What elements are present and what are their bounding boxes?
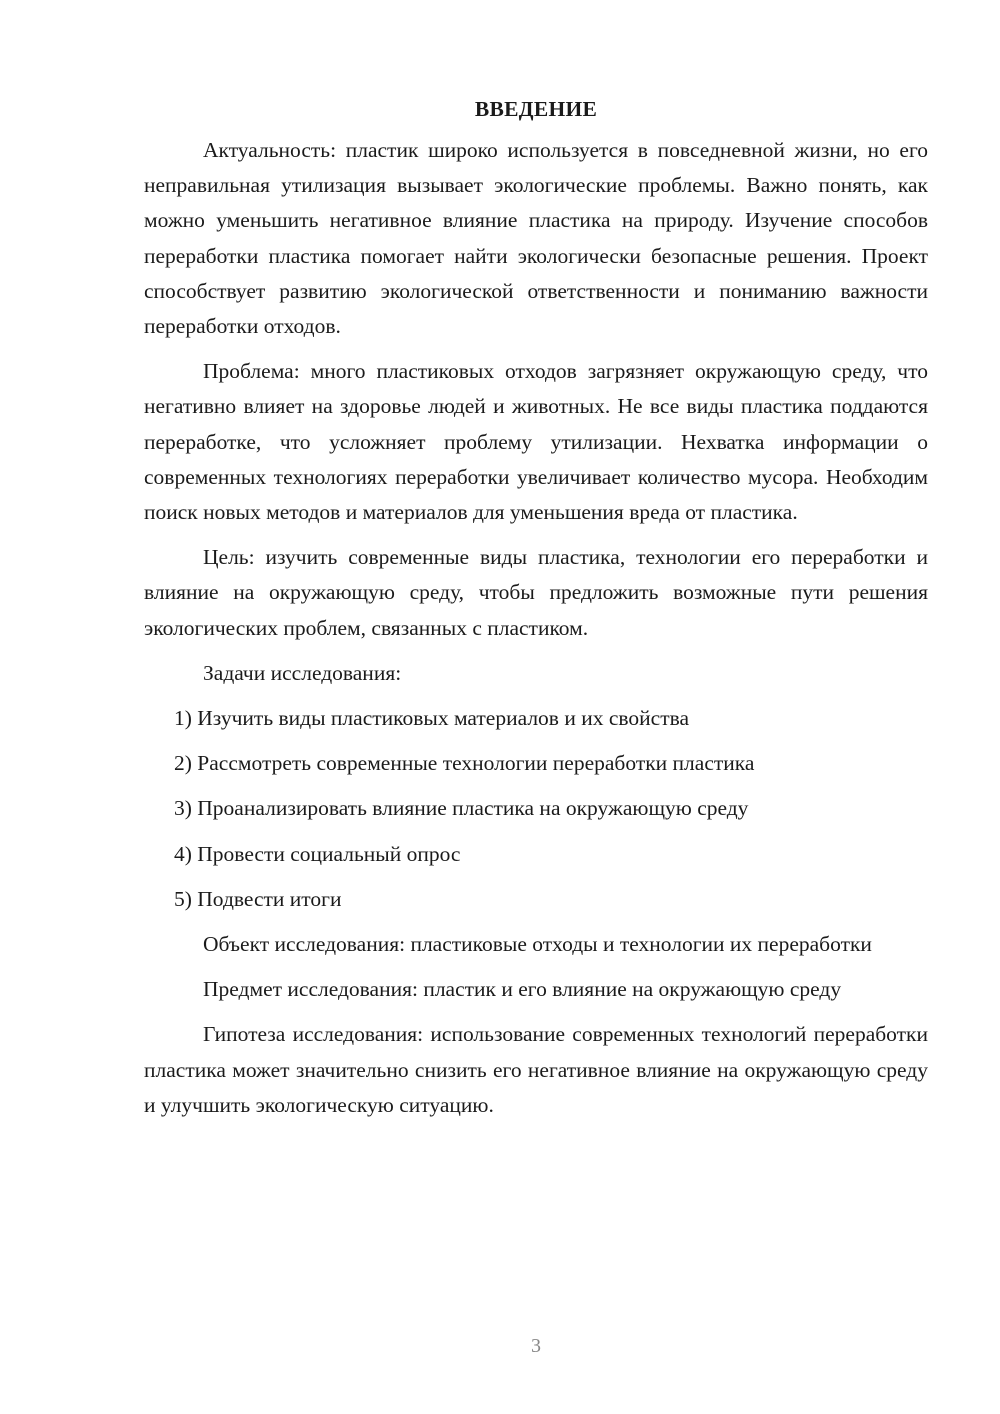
hypothesis-paragraph: Гипотеза исследования: использование современных технологий переработки пластика может значительно снизить его негативное влияние на окружающую среду и улучшить экологическую ситуацию. (144, 1022, 928, 1117)
problem-paragraph: Проблема: много пластиковых отходов загрязняет окружающую среду, что негативно влияет на здоровье людей и животных. Не все виды пластика поддаются переработке, что усложняет проблему утилизации. Нехватка информации о современных технологиях переработки увеличивает количество мусора. Необходим поиск новых методов и материалов для уменьшения вреда от пластика. (144, 359, 928, 525)
task-item: 5) Подвести итоги (174, 886, 342, 911)
page-number: 3 (531, 1335, 541, 1357)
object-paragraph: Объект исследования: пластиковые отходы и технологии их переработки (203, 932, 872, 957)
relevance-paragraph: Актуальность: пластик широко используется в повседневной жизни, но его неправильная утилизация вызывает экологические проблемы. Важно понять, как можно уменьшить негативное влияние пластика на природу. Изучение способов переработки пластика помогает найти экологически безопасные решения. Проект способствует развитию экологической ответственности и пониманию важности переработки отходов. (144, 138, 928, 339)
tasks-title: Задачи исследования: (203, 660, 402, 685)
task-item: 3) Проанализировать влияние пластика на окружающую среду (174, 796, 749, 821)
page-content (144, 92, 928, 1133)
task-item: 2) Рассмотреть современные технологии переработки пластика (174, 751, 755, 776)
section-heading: ВВЕДЕНИЕ (474, 97, 598, 121)
subject-paragraph: Предмет исследования: пластик и его влияние на окружающую среду (203, 977, 842, 1002)
tasks-list (144, 701, 928, 917)
goal-paragraph: Цель: изучить современные виды пластика, технологии его переработки и влияние на окружающую среду, чтобы предложить возможные пути решения экологических проблем, связанных с пластиком. (144, 545, 928, 640)
task-item: 1) Изучить виды пластиковых материалов и их свойства (174, 706, 690, 731)
task-item: 4) Провести социальный опрос (174, 841, 461, 866)
